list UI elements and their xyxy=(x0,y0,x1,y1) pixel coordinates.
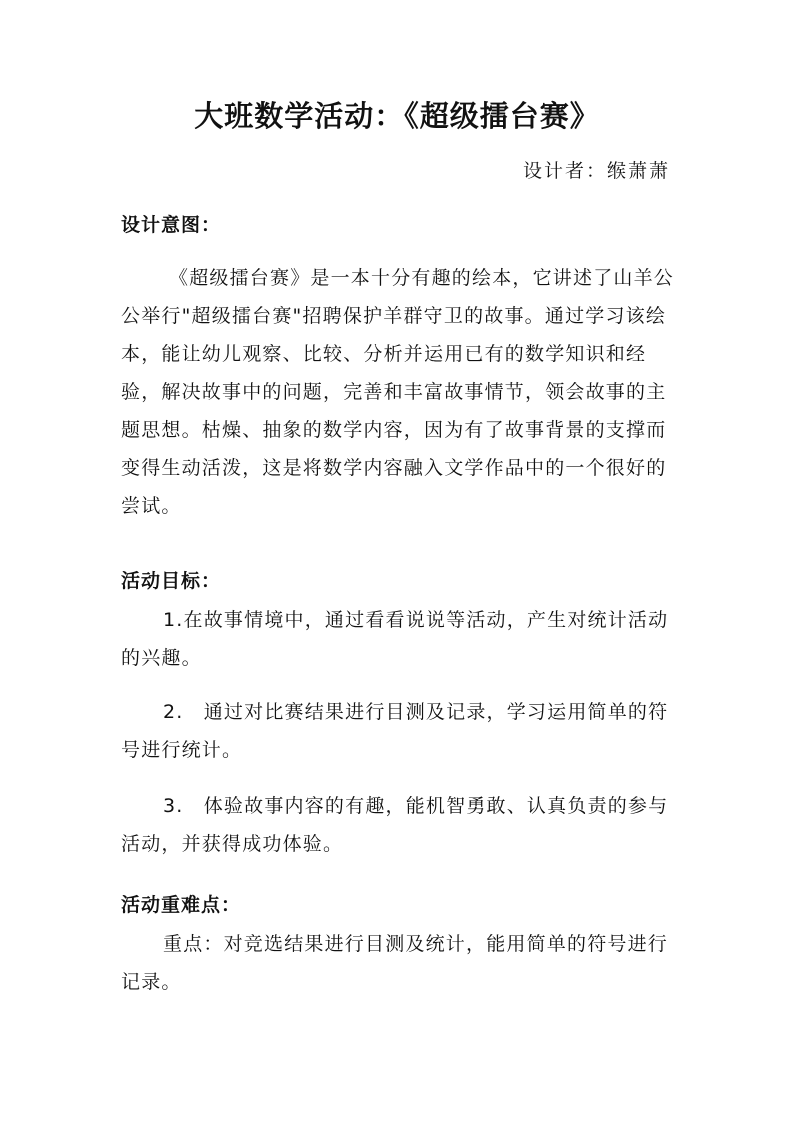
section-heading-intent: 设计意图： xyxy=(121,214,222,236)
goal-item-1: 1.在故事情境中，通过看看说说等活动，产生对统计活动的兴趣。 xyxy=(121,609,669,669)
intent-paragraph: 《超级擂台赛》是一本十分有趣的绘本，它讲述了山羊公公举行"超级擂台赛"招聘保护羊群守卫的故事。通过学习该绘本，能让幼儿观察、比较、分析并运用已有的数学知识和经验，解决故事中的问题，完善和丰富故事情节，领会故事的主题思想。枯燥、抽象的数学内容，因为有了故事背景的支撑而变得生动活泼，这是将数学内容融入文学作品中的一个很好的尝试。 xyxy=(121,267,675,517)
section-heading-keypoints: 活动重难点： xyxy=(121,894,242,916)
keypoints-paragraph: 重点：对竞选结果进行目测及统计，能用简单的符号进行记录。 xyxy=(121,933,669,993)
author-line: 设计者：缑萧萧 xyxy=(522,160,670,182)
goal-item-2: 2. 通过对比赛结果进行目测及记录，学习运用简单的符号进行统计。 xyxy=(121,701,669,761)
section-heading-goals: 活动目标： xyxy=(121,570,222,592)
document-title: 大班数学活动：《超级擂台赛》 xyxy=(194,99,600,133)
goal-item-3: 3. 体验故事内容的有趣，能机智勇敢、认真负责的参与活动，并获得成功体验。 xyxy=(121,795,669,855)
